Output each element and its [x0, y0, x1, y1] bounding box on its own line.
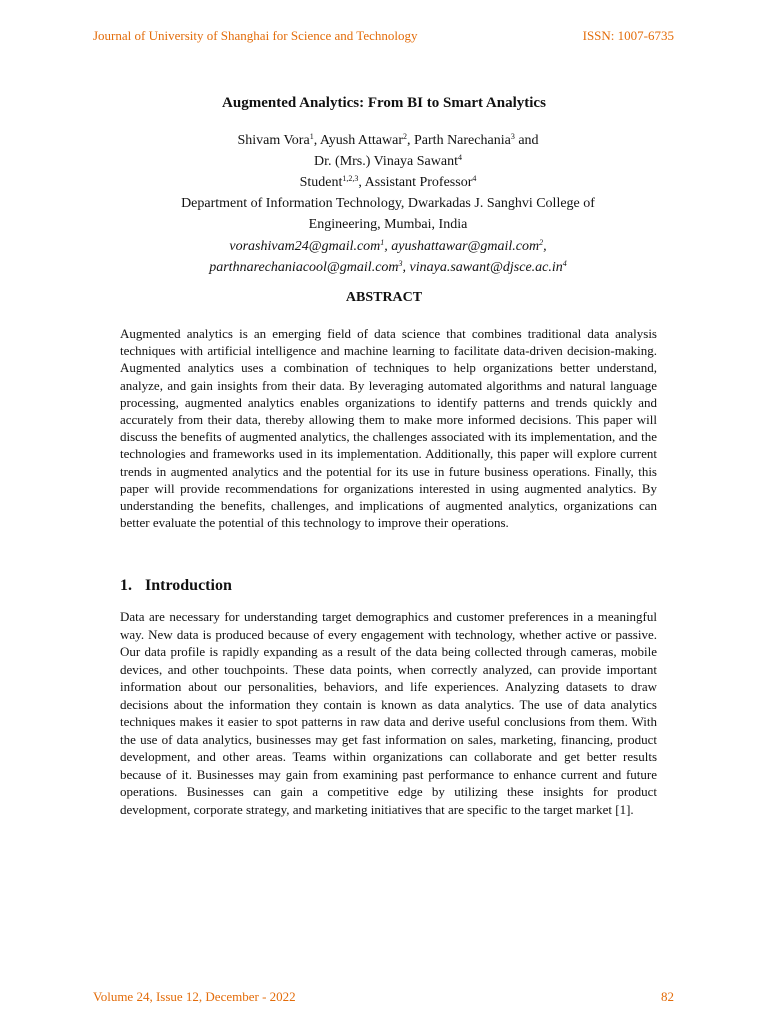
section-number: 1.	[120, 577, 132, 594]
journal-name: Journal of University of Shanghai for Science and Technology	[93, 28, 418, 43]
author-name: Shivam Vora	[237, 133, 310, 148]
author-block	[120, 130, 656, 193]
paper-title: Augmented Analytics: From BI to Smart Analytics	[222, 95, 546, 111]
author-name: , Parth Narechania	[407, 133, 511, 148]
email: vorashivam24@gmail.com	[229, 239, 381, 254]
author-name: Dr. (Mrs.) Vinaya Sawant	[314, 154, 458, 169]
author-name: , Ayush Attawar	[313, 133, 404, 148]
abstract-text: Augmented analytics is an emerging field of data science that combines traditional data analysis techniques with artificial intelligence and machine learning to facilitate data-driven decision-making. Augmented analytics uses a combination of techniques to help organizations better understand, analyze, and gain insights from their data. By leveraging automated algorithms and natural language processing, augmented analytics enables organizations to identify patterns and trends quickly and accurately from their data, thereby allowing them to make more informed decisions. This paper will discuss the benefits of augmented analytics, the challenges associated with its implementation, and the technologies and frameworks used in its implementation. Additionally, this paper will explore current trends in augmented analytics and the potential for its use in future business operations. Finally, this paper will provide recommendations for organizations interested in using augmented analytics. By understanding the benefits, challenges, and implications of augmented analytics, organizations can better evaluate the potential of this technology to improve their operations.	[120, 326, 657, 531]
volume-info: Volume 24, Issue 12, December - 2022	[93, 989, 296, 1004]
section-heading-introduction	[120, 577, 232, 595]
issn: ISSN: 1007-6735	[582, 28, 674, 43]
introduction-text: Data are necessary for understanding target demographics and customer preferences in a meaningful way. New data is produced because of every engagement with technology, whether active or passive. Our data profile is rapidly expanding as a result of the data being collected through cameras, mobile devices, and other touchpoints. These data points, when correctly analyzed, can provide important information about our personalities, behaviors, and life experiences. Analyzing datasets to draw decisions about the information they contain is known as data analytics. The use of data analytics techniques makes it easier to spot patterns in raw data and derive useful conclusions from them. With the use of data analytics, businesses may get fast information on sales, marketing, financing, product development, and other areas. Teams within organizations can collaborate and get better results because of it. Businesses may gain from examining past performance to enhance current and future operations. Businesses can gain a competitive edge by utilizing these insights for product development, corporate strategy, and marketing initiatives that are specific to the target market [1].	[120, 609, 657, 817]
author-line-1: Shivam Vora$^1$, Ayush Attawar$^2$, Parth Narechania$^3$ and	[237, 132, 539, 148]
email: parthnarechaniacool@gmail.com	[209, 260, 399, 275]
abstract-heading: ABSTRACT	[345, 290, 423, 305]
section-title: Introduction	[145, 577, 232, 594]
author-emails: vorashivam24@gmail.com$^1$, ayushattawar@gmail.com$^2$, parthnarechaniacool@gmail.com$^3$, $vinaya.sawant@djsce.ac.in^4$	[209, 238, 567, 275]
email: , ayushattawar@gmail.com	[384, 239, 540, 254]
author-line-2: Dr. (Mrs.) Vinaya Sawant$^4$	[314, 153, 462, 169]
page-number: 82	[661, 989, 674, 1004]
email: , vinaya.sawant@djsce.ac.in	[402, 260, 563, 275]
author-roles: Student$^{1,2,3}$, Assistant Professor$^4$	[299, 174, 477, 190]
affiliation: Department of Information Technology, Dwarkadas J. Sanghvi College of Engineering, Mumbai, India	[181, 196, 595, 232]
